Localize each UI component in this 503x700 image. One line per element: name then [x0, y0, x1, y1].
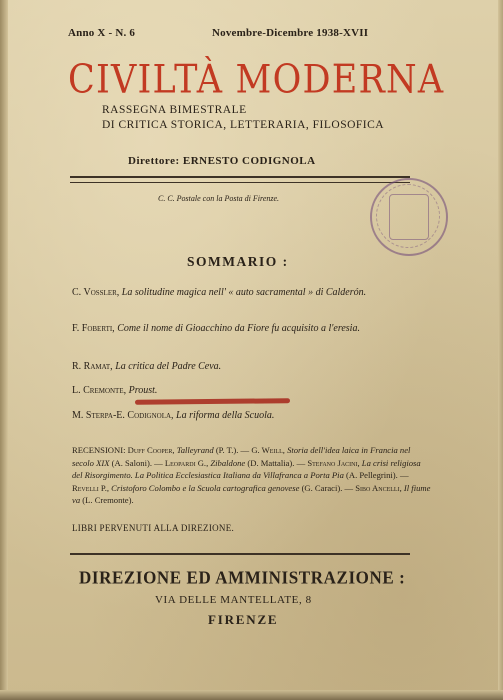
- review-author: Stefano Jacini,: [307, 457, 360, 468]
- red-pencil-mark: [135, 398, 290, 405]
- entry-author: C. Vossler,: [72, 287, 120, 298]
- page-edge-bottom: [0, 690, 503, 700]
- entry-author: L. Cremonte,: [72, 385, 127, 396]
- office-city: FIRENZE: [208, 612, 279, 627]
- reviews-label: RECENSIONI:: [72, 445, 126, 455]
- entry-title: Proust.: [128, 385, 158, 396]
- page-edge-left: [0, 0, 8, 700]
- director-line: Direttore: ERNESTO CODIGNOLA: [128, 155, 316, 167]
- review-author: Duff Cooper,: [127, 445, 175, 455]
- reviews-block: [72, 444, 432, 507]
- review-title: Cristoforo Colombo e la Scuola cartografica genovese: [111, 482, 300, 493]
- double-rule-divider: [70, 176, 410, 183]
- subtitle-line-2: DI CRITICA STORICA, LETTERARIA, FILOSOFICA: [102, 119, 385, 131]
- review-reviewer: (D. Mattalia). —: [247, 457, 306, 468]
- contents-entry: [72, 384, 427, 398]
- contents-entry: [72, 322, 427, 336]
- entry-title: La solitudine magica nell' « auto sacramental » di Calderón.: [121, 287, 367, 298]
- contents-entry: [72, 360, 427, 374]
- review-author: Revelli P.,: [72, 482, 109, 493]
- subtitle-line-1: RASSEGNA BIMESTRALE: [102, 104, 247, 116]
- contents-entry: [72, 286, 427, 300]
- books-received-line: LIBRI PERVENUTI ALLA DIREZIONE.: [72, 523, 235, 533]
- entry-title: La riforma della Scuola.: [176, 410, 275, 421]
- review-reviewer: (A. Pellegrini). —: [346, 470, 409, 480]
- entry-author: F. Foberti,: [72, 323, 115, 334]
- magazine-title: CIVILTÀ MODERNA: [68, 58, 445, 103]
- footer-rule: [70, 553, 410, 555]
- contents-heading: SOMMARIO :: [187, 254, 289, 269]
- review-reviewer: (A. Saloni). —: [111, 457, 163, 468]
- review-title: Il fiume va: [72, 482, 431, 505]
- entry-title: La critica del Padre Ceva.: [115, 361, 222, 372]
- issue-number: Anno X - N. 6: [68, 27, 136, 39]
- entry-title: Come il nome di Gioacchino da Fiore fu acquisito a l'eresia.: [117, 323, 360, 334]
- postal-note: C. C. Postale con la Posta di Firenze.: [158, 194, 280, 203]
- review-author: G. Weill,: [251, 445, 285, 455]
- page-edge-right: [498, 0, 503, 700]
- entry-author: M. Sterpa-E. Codignola,: [72, 410, 174, 421]
- office-heading: DIREZIONE ED AMMINISTRAZIONE :: [79, 568, 406, 588]
- review-title: Zibaldone: [210, 457, 246, 468]
- review-title: La crisi religiosa del Risorgimento. La Politica Ecclesiastica Italiana da Villafranca a Porta Pia: [72, 457, 421, 480]
- review-reviewer: (G. Caraci). —: [301, 482, 354, 493]
- review-title: Talleyrand: [176, 445, 214, 455]
- review-author: Sibo Ancelli,: [355, 482, 402, 493]
- entry-author: R. Ramat,: [72, 361, 113, 372]
- issue-date: Novembre-Dicembre 1938-XVII: [212, 27, 369, 39]
- review-reviewer: (L. Cremonte).: [82, 495, 134, 505]
- review-author: Leopardi G.,: [164, 457, 209, 468]
- library-stamp-icon: [370, 178, 448, 256]
- review-reviewer: (P. T.). —: [215, 445, 250, 455]
- office-address: VIA DELLE MANTELLATE, 8: [155, 594, 312, 606]
- contents-entry: [72, 409, 427, 423]
- review-title: Storia dell'idea laica in Francia nel secolo XIX: [72, 445, 411, 468]
- stamp-crest: [389, 194, 429, 240]
